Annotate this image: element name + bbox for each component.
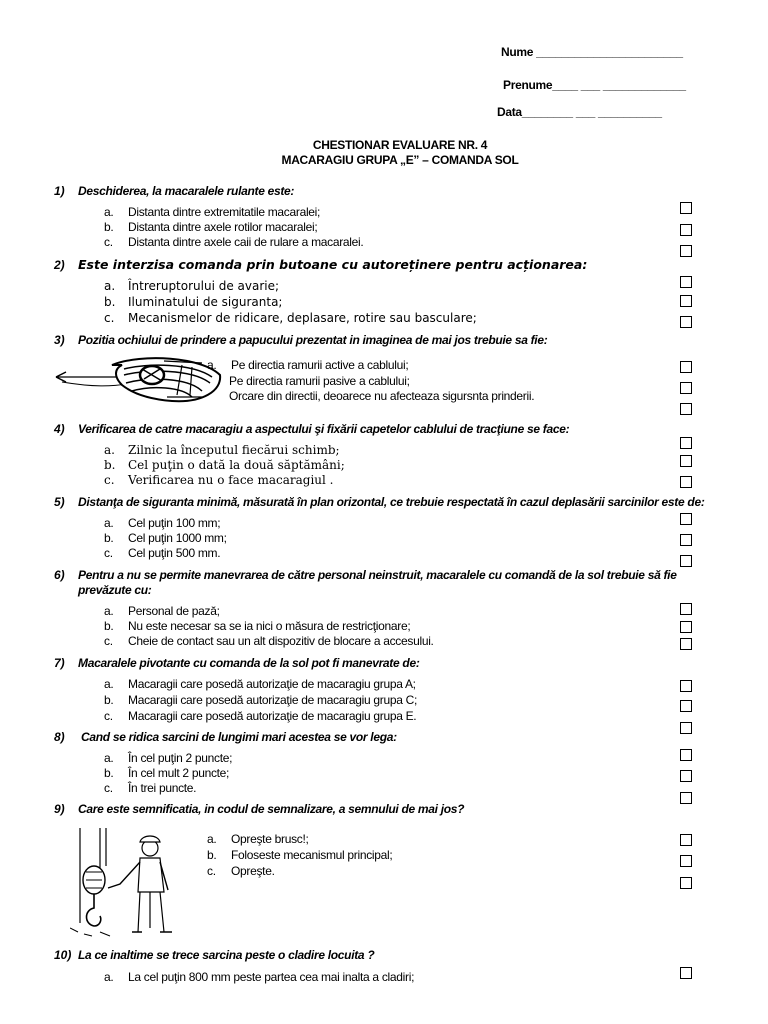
option bbox=[104, 311, 477, 325]
answer-checkbox[interactable] bbox=[680, 245, 692, 257]
question-number: 8) bbox=[54, 730, 65, 744]
question-text: Verificarea de catre macaragiu a aspectului şi fixării capetelor cablului de tracţiune se face: bbox=[78, 422, 570, 436]
question-text: La ce inaltime se trece sarcina peste o cladire locuita ? bbox=[78, 948, 375, 962]
question-text: Care este semnificatia, in codul de semnalizare, a semnului de mai jos? bbox=[78, 802, 465, 816]
option bbox=[207, 848, 392, 862]
option-text: Opreşte brusc!; bbox=[231, 832, 309, 846]
option-text: Opreşte. bbox=[231, 864, 275, 878]
answer-checkbox[interactable] bbox=[680, 621, 692, 633]
option bbox=[229, 389, 534, 403]
option-text: În cel puţin 2 puncte; bbox=[128, 751, 233, 765]
option bbox=[104, 781, 196, 795]
option-letter: b. bbox=[104, 295, 116, 309]
answer-checkbox[interactable] bbox=[680, 555, 692, 567]
option-letter: b. bbox=[104, 693, 114, 707]
option bbox=[207, 358, 408, 372]
option bbox=[229, 374, 410, 388]
question-number: 5) bbox=[54, 495, 65, 509]
answer-checkbox[interactable] bbox=[680, 224, 692, 236]
option-text: Iluminatului de siguranta; bbox=[128, 295, 283, 309]
option-letter: b. bbox=[104, 766, 114, 780]
option-letter: c. bbox=[104, 781, 113, 795]
answer-checkbox[interactable] bbox=[680, 361, 692, 373]
option-letter: c. bbox=[104, 473, 115, 487]
answer-checkbox[interactable] bbox=[680, 455, 692, 467]
option bbox=[104, 751, 232, 765]
answer-checkbox[interactable] bbox=[680, 680, 692, 692]
option-text: Foloseste mecanismul principal; bbox=[231, 848, 393, 862]
option bbox=[104, 693, 417, 707]
option bbox=[104, 634, 434, 648]
answer-checkbox[interactable] bbox=[680, 437, 692, 449]
option-letter: a. bbox=[207, 832, 217, 846]
option-text: Cel puţin 500 mm. bbox=[128, 546, 221, 560]
option-text: Orcare din directii, deoarece nu afecteaza sigursnta prinderii. bbox=[229, 389, 535, 403]
option bbox=[104, 516, 220, 530]
option bbox=[104, 531, 227, 545]
question-number: 9) bbox=[54, 802, 65, 816]
option-text: Personal de pază; bbox=[128, 604, 220, 618]
document-title: CHESTIONAR EVALUARE NR. 4 bbox=[312, 138, 488, 152]
answer-checkbox[interactable] bbox=[680, 534, 692, 546]
question-number: 7) bbox=[54, 656, 65, 670]
option bbox=[104, 970, 414, 984]
answer-checkbox[interactable] bbox=[680, 295, 692, 307]
option-text: Distanta dintre extremitatile macaralei; bbox=[128, 205, 321, 219]
question-text: Cand se ridica sarcini de lungimi mari acestea se vor lega: bbox=[78, 730, 397, 744]
option-letter: a. bbox=[104, 604, 114, 618]
option-letter: b. bbox=[104, 220, 114, 234]
option-letter: c. bbox=[104, 546, 113, 560]
option bbox=[207, 864, 275, 878]
option bbox=[104, 235, 363, 249]
option bbox=[104, 677, 416, 691]
answer-checkbox[interactable] bbox=[680, 770, 692, 782]
cable-thimble-image bbox=[52, 355, 224, 410]
option bbox=[104, 295, 282, 309]
option bbox=[104, 619, 410, 633]
option-text: Cel puţin 100 mm; bbox=[128, 516, 221, 530]
option-letter: c. bbox=[104, 709, 113, 723]
question-text: Pentru a nu se permite manevrarea de către personal neinstruit, macaralele cu comandă de la sol trebuie să fie bbox=[78, 568, 677, 582]
option-letter: c. bbox=[104, 311, 115, 325]
question-number: 1) bbox=[54, 184, 65, 198]
answer-checkbox[interactable] bbox=[680, 513, 692, 525]
option bbox=[104, 458, 345, 472]
option-text: Mecanismelor de ridicare, deplasare, rotire sau basculare; bbox=[128, 311, 477, 325]
answer-checkbox[interactable] bbox=[680, 877, 692, 889]
option-text: Întreruptorului de avarie; bbox=[128, 279, 280, 293]
option bbox=[104, 220, 317, 234]
answer-checkbox[interactable] bbox=[680, 638, 692, 650]
option-text: Nu este necesar sa se ia nici o măsura de restricţionare; bbox=[128, 619, 411, 633]
option-text: Zilnic la începutul fiecărui schimb; bbox=[128, 443, 340, 457]
option-letter: b. bbox=[104, 458, 116, 472]
answer-checkbox[interactable] bbox=[680, 276, 692, 288]
option-letter: a. bbox=[104, 751, 114, 765]
answer-checkbox[interactable] bbox=[680, 316, 692, 328]
question-text: Este interzisa comanda prin butoane cu autoreținere pentru acționarea: bbox=[78, 257, 588, 272]
surname-field[interactable]: Prenume____ ___ _____________ bbox=[503, 78, 686, 92]
answer-checkbox[interactable] bbox=[680, 700, 692, 712]
date-field[interactable]: Data________ ___ __________ bbox=[497, 105, 662, 119]
answer-checkbox[interactable] bbox=[680, 382, 692, 394]
question-number: 2) bbox=[54, 258, 65, 272]
option-letter: a. bbox=[104, 970, 114, 984]
question-number: 3) bbox=[54, 333, 65, 347]
option-text: Pe directia ramurii active a cablului; bbox=[231, 358, 409, 372]
option-letter: b. bbox=[104, 619, 114, 633]
option-letter: a. bbox=[104, 443, 115, 457]
answer-checkbox[interactable] bbox=[680, 749, 692, 761]
option-text: Cel puţin o dată la două săptămâni; bbox=[128, 458, 345, 472]
question-number: 4) bbox=[54, 422, 65, 436]
question-text: Distanţa de siguranta minimă, măsurată în plan orizontal, ce trebuie respectată în cazul deplasării sarcinilor este de: bbox=[78, 495, 705, 509]
question-text: Macaralele pivotante cu comanda de la sol pot fi manevrate de: bbox=[78, 656, 420, 670]
question-text: Pozitia ochiului de prindere a papucului prezentat in imaginea de mai jos trebuie sa fie: bbox=[78, 333, 548, 347]
question-number: 6) bbox=[54, 568, 65, 582]
option-text: Macaragii care posedă autorizaţie de macaragiu grupa E. bbox=[128, 709, 417, 723]
option-text: Macaragii care posedă autorizaţie de macaragiu grupa C; bbox=[128, 693, 418, 707]
answer-checkbox[interactable] bbox=[680, 722, 692, 734]
option-text: La cel puţin 800 mm peste partea cea mai inalta a cladiri; bbox=[128, 970, 415, 984]
option bbox=[104, 473, 333, 487]
option bbox=[104, 443, 340, 457]
option-letter: a. bbox=[207, 358, 217, 372]
option bbox=[104, 766, 229, 780]
option-letter: c. bbox=[207, 864, 216, 878]
answer-checkbox[interactable] bbox=[680, 792, 692, 804]
option-text: Pe directia ramurii pasive a cablului; bbox=[229, 374, 410, 388]
option bbox=[104, 279, 279, 293]
question-text: Deschiderea, la macaralele rulante este: bbox=[78, 184, 295, 198]
option-letter: c. bbox=[104, 634, 113, 648]
answer-checkbox[interactable] bbox=[680, 403, 692, 415]
option bbox=[104, 546, 220, 560]
question-text-continued: prevăzute cu: bbox=[78, 583, 152, 597]
option bbox=[207, 832, 309, 846]
document-subtitle: MACARAGIU GRUPA „E” – COMANDA SOL bbox=[281, 153, 519, 167]
option-text: Verificarea nu o face macaragiul . bbox=[128, 473, 334, 487]
answer-checkbox[interactable] bbox=[680, 603, 692, 615]
option-letter: a. bbox=[104, 677, 114, 691]
answer-checkbox[interactable] bbox=[680, 967, 692, 979]
answer-checkbox[interactable] bbox=[680, 202, 692, 214]
option-text: Cel puţin 1000 mm; bbox=[128, 531, 227, 545]
option-letter: b. bbox=[104, 531, 114, 545]
option-letter: a. bbox=[104, 205, 114, 219]
option-text: Macaragii care posedă autorizaţie de macaragiu grupa A; bbox=[128, 677, 416, 691]
crane-signal-image bbox=[70, 828, 200, 938]
option-letter: a. bbox=[104, 516, 114, 530]
option-text: Distanta dintre axele caii de rulare a macaralei. bbox=[128, 235, 364, 249]
option bbox=[104, 604, 220, 618]
answer-checkbox[interactable] bbox=[680, 476, 692, 488]
option-text: În cel mult 2 puncte; bbox=[128, 766, 230, 780]
answer-checkbox[interactable] bbox=[680, 834, 692, 846]
option-letter: b. bbox=[207, 848, 217, 862]
question-number: 10) bbox=[54, 948, 72, 962]
option-text: În trei puncte. bbox=[128, 781, 197, 795]
name-field[interactable]: Nume _______________________ bbox=[501, 45, 683, 59]
option-letter: a. bbox=[104, 279, 116, 293]
answer-checkbox[interactable] bbox=[680, 855, 692, 867]
option bbox=[104, 205, 320, 219]
option bbox=[104, 709, 416, 723]
option-letter: c. bbox=[104, 235, 113, 249]
option-text: Distanta dintre axele rotilor macaralei; bbox=[128, 220, 318, 234]
option-text: Cheie de contact sau un alt dispozitiv de blocare a accesului. bbox=[128, 634, 434, 648]
